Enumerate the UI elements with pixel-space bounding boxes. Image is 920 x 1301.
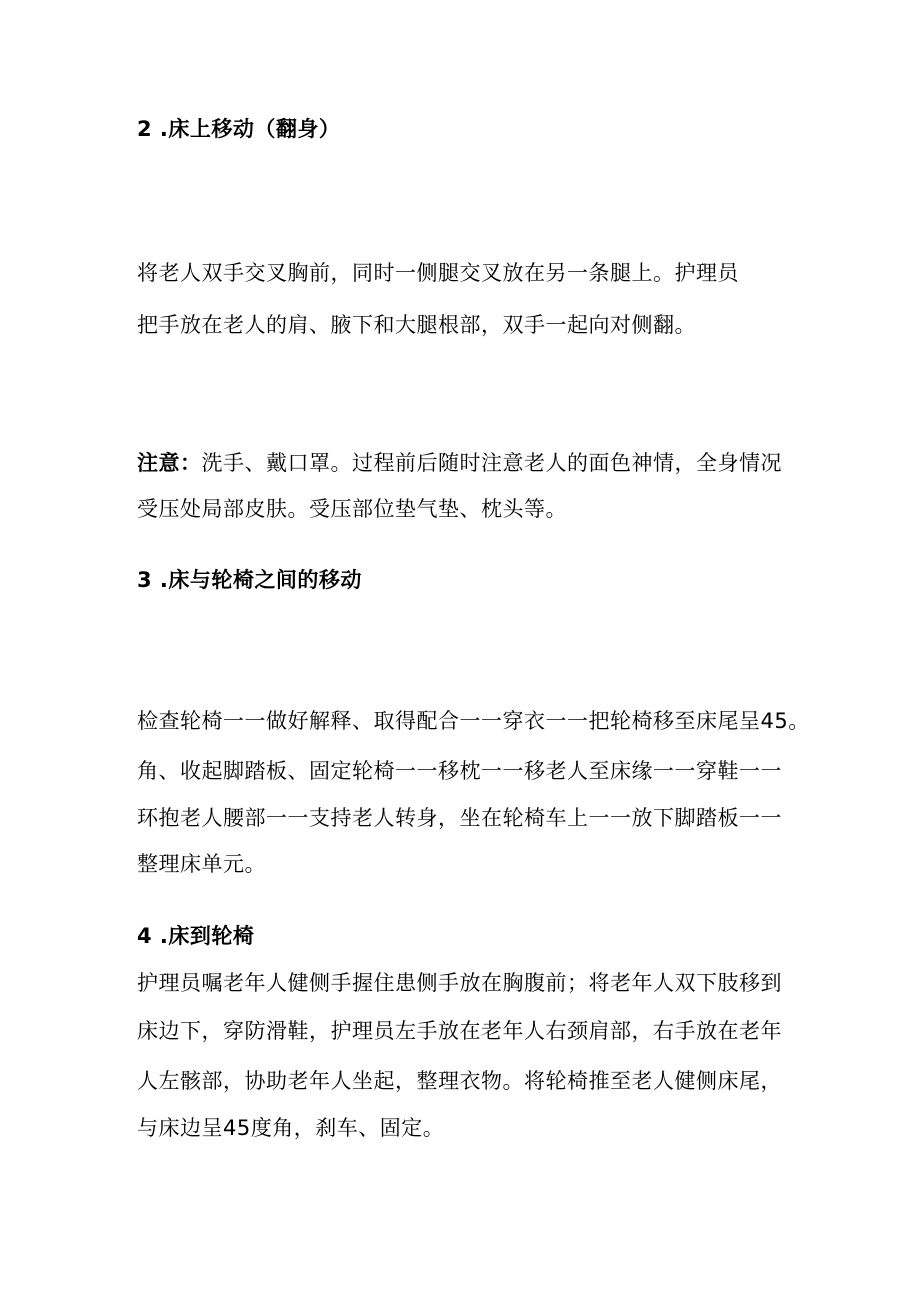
section-3-paragraph-line: 角、收起脚踏板、固定轮椅一一移枕一一移老人至床缘一一穿鞋一一 bbox=[137, 759, 782, 783]
section-2-paragraph-line: 将老人双手交叉胸前，同时一侧腿交叉放在另一条腿上。护理员 bbox=[137, 261, 739, 285]
section-2-heading: 2 .床上移动（翻身） bbox=[137, 117, 341, 141]
section-4-heading: 4 .床到轮椅 bbox=[137, 924, 255, 948]
section-2-note-line: 受压处局部皮肤。受压部位垫气垫、枕头等。 bbox=[137, 497, 567, 521]
note-text: 洗手、戴口罩。过程前后随时注意老人的面色神情，全身情况 bbox=[201, 451, 782, 475]
section-4-paragraph-line: 人左骸部，协助老年人坐起，整理衣物。将轮椅推至老人健侧床尾， bbox=[137, 1069, 782, 1093]
section-4-paragraph-line: 与床边呈45度角，刹车、固定。 bbox=[137, 1116, 445, 1140]
section-2-paragraph-line: 把手放在老人的肩、腋下和大腿根部，双手一起向对侧翻。 bbox=[137, 313, 696, 337]
section-3-paragraph-line: 环抱老人腰部一一支持老人转身，坐在轮椅车上一一放下脚踏板一一 bbox=[137, 806, 782, 830]
section-4-paragraph-line: 护理员嘱老年人健侧手握住患侧手放在胸腹前；将老年人双下肢移到 bbox=[137, 971, 782, 995]
section-3-paragraph-line: 整理床单元。 bbox=[137, 852, 266, 876]
section-3-paragraph-line: 检查轮椅一一做好解释、取得配合一一穿衣一一把轮椅移至床尾呈45。 bbox=[137, 709, 810, 733]
section-2-note-line bbox=[137, 448, 782, 478]
section-4-paragraph-line: 床边下，穿防滑鞋，护理员左手放在老年人右颈肩部，右手放在老年 bbox=[137, 1019, 782, 1043]
section-3-heading: 3 .床与轮椅之间的移动 bbox=[137, 568, 362, 592]
note-label: 注意： bbox=[137, 451, 202, 475]
